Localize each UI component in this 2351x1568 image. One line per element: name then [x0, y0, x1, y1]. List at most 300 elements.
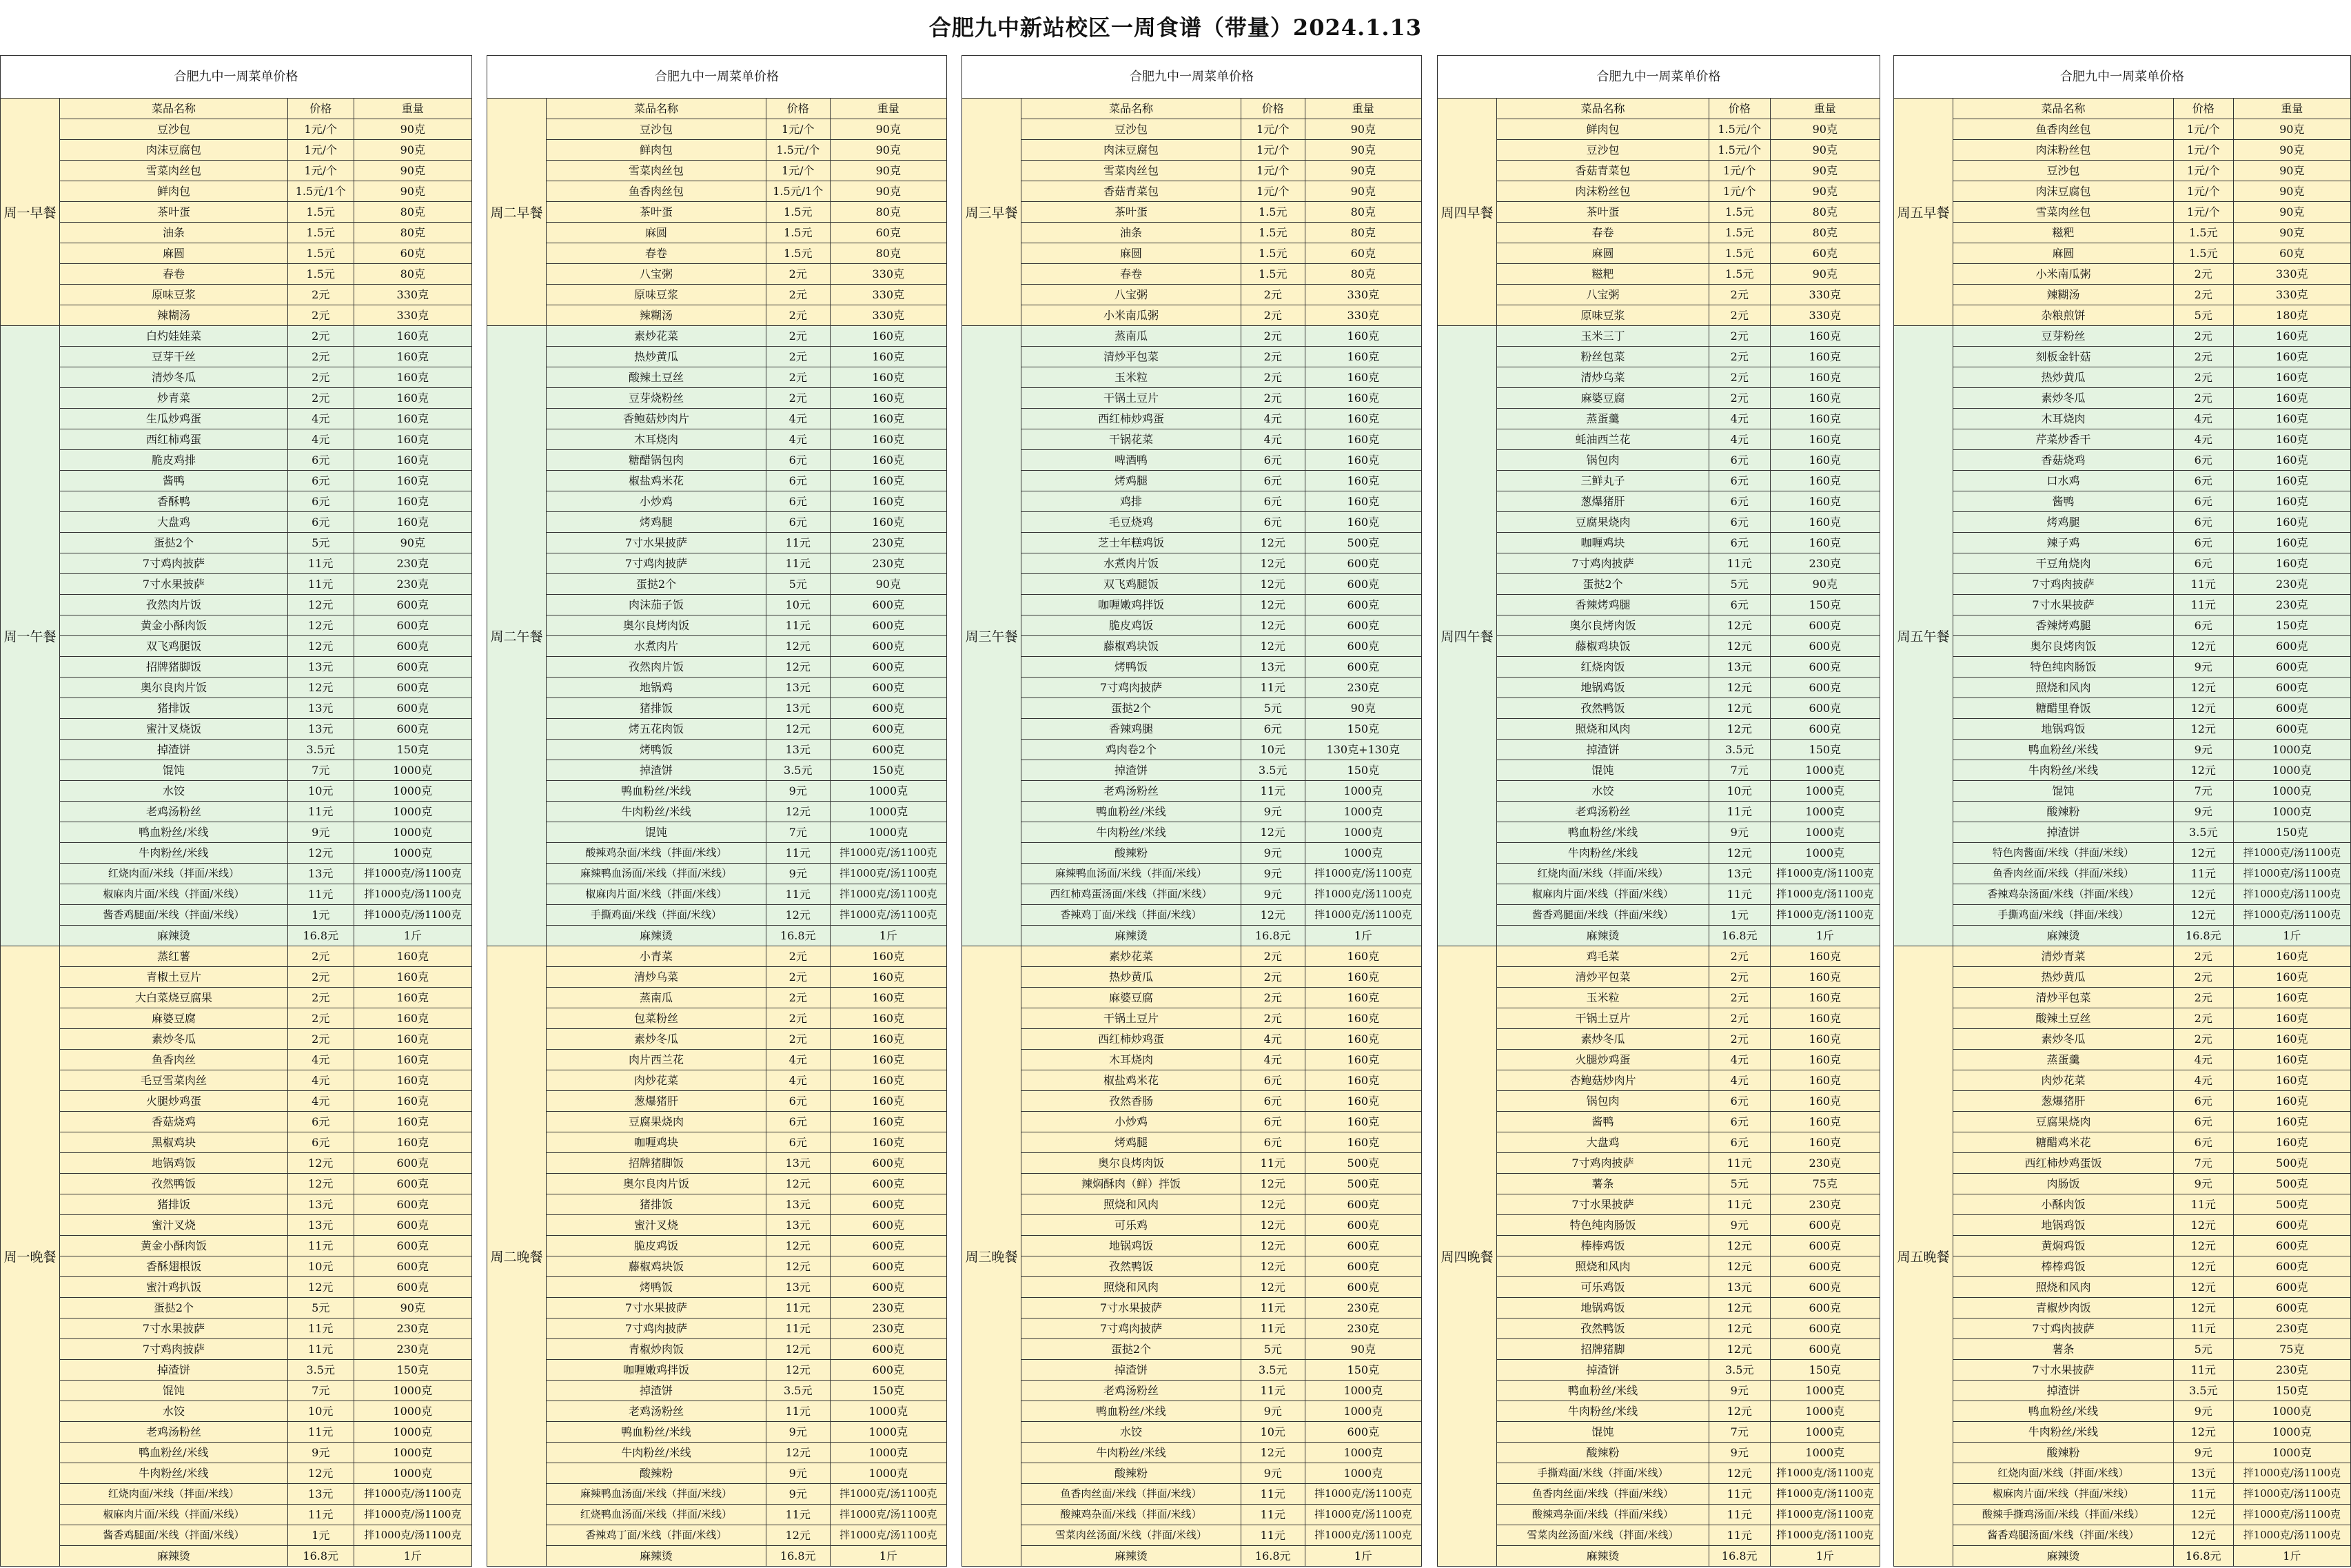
dish-name: 孜然香肠	[1021, 1091, 1241, 1111]
dish-price: 1元/个	[288, 161, 354, 181]
dish-price: 2元	[1709, 967, 1771, 987]
dish-name: 烤鸡腿	[547, 512, 766, 532]
dish-price: 4元	[288, 1091, 354, 1111]
dish-price: 1.5元	[766, 243, 831, 263]
dish-name: 猪排饭	[547, 698, 766, 718]
dish-price: 12元	[2174, 1256, 2234, 1276]
dish-price: 1元	[288, 905, 354, 925]
dish-name: 豆腐果烧肉	[1953, 1112, 2174, 1132]
menu-item-row	[1497, 553, 1880, 574]
dish-price: 11元	[1709, 1153, 1771, 1173]
dish-name: 掉渣饼	[60, 740, 288, 760]
dish-weight: 160克	[1809, 970, 1842, 984]
dish-name: 西红柿炒鸡蛋	[1021, 409, 1241, 429]
dish-name: 酸辣粉	[547, 1463, 766, 1483]
dish-price: 2元	[2174, 946, 2234, 966]
menu-item-row	[1021, 1091, 1421, 1112]
dish-price: 12元	[2174, 905, 2234, 925]
dish-name: 清炒平包菜	[1497, 967, 1709, 987]
dish-weight: 160克	[2276, 1032, 2308, 1046]
dish-price: 12元	[766, 719, 831, 739]
dish-price: 12元	[766, 1525, 831, 1545]
dish-price: 11元	[766, 843, 831, 863]
column-header-row	[1497, 99, 1880, 119]
menu-item-row	[1953, 305, 2350, 326]
dish-weight: 500克	[2276, 1177, 2308, 1190]
dish-name: 鸭血粉丝/米线	[1021, 1401, 1241, 1421]
dish-weight: 160克	[1347, 454, 1380, 467]
menu-item-row	[1497, 1318, 1880, 1339]
dish-name: 7寸水果披萨	[1021, 1298, 1241, 1318]
dish-name: 奥尔良烤肉饭	[1953, 636, 2174, 656]
dish-price: 12元	[1709, 698, 1771, 718]
meal-section-lunch	[1437, 325, 1880, 946]
menu-item-row	[1021, 636, 1421, 657]
dish-weight: 90克	[1812, 185, 1838, 198]
dish-name: 地锅鸡饭	[1953, 1215, 2174, 1235]
menu-item-row	[1021, 512, 1421, 533]
dish-name: 毛豆烧鸡	[1021, 512, 1241, 532]
dish-price: 9元	[2174, 740, 2234, 760]
dish-price: 6元	[2174, 1112, 2234, 1132]
dish-price: 1元/个	[1241, 140, 1305, 160]
dish-price: 12元	[766, 657, 831, 677]
dish-name: 地锅鸡饭	[1497, 678, 1709, 698]
dish-price: 4元	[766, 1050, 831, 1070]
dish-weight: 600克	[396, 1177, 429, 1190]
dish-name: 特色纯肉肠饭	[1497, 1215, 1709, 1235]
dish-price: 3.5元	[288, 740, 354, 760]
dish-price: 9元	[766, 1463, 831, 1483]
dish-weight: 160克	[872, 1074, 905, 1087]
dish-weight: 230克	[2276, 578, 2308, 591]
menu-item-row	[1497, 678, 1880, 698]
dish-price: 3.5元	[766, 760, 831, 780]
dish-price: 1元/个	[2174, 140, 2234, 160]
dish-weight: 160克	[872, 350, 905, 363]
dish-price: 11元	[1709, 553, 1771, 573]
dish-price: 11元	[1241, 1298, 1305, 1318]
dish-price: 6元	[1709, 1091, 1771, 1111]
dish-price: 16.8元	[766, 1546, 831, 1567]
dish-weight: 拌1000克/汤1100克	[839, 867, 937, 879]
dish-price: 11元	[288, 1422, 354, 1442]
dish-price: 6元	[1241, 491, 1305, 511]
menu-item-row	[1021, 657, 1421, 678]
dish-weight: 1000克	[1343, 1467, 1383, 1480]
dish-name: 椒盐鸡米花	[547, 471, 766, 491]
menu-item-row	[60, 1381, 471, 1401]
menu-item-row	[547, 1112, 946, 1132]
dish-name: 鸡排	[1021, 491, 1241, 511]
dish-name: 红烧肉面/米线（拌面/米线）	[60, 1484, 288, 1504]
dish-weight: 230克	[1809, 1157, 1842, 1170]
menu-item-row	[1953, 367, 2350, 388]
menu-item-row	[1497, 946, 1880, 967]
dish-weight: 80克	[875, 247, 901, 260]
dish-name: 香辣鸡腿	[1021, 719, 1241, 739]
dish-price: 1.5元	[2174, 243, 2234, 263]
dish-price: 2元	[1241, 326, 1305, 346]
dish-name: 香辣鸡丁面/米线（拌面/米线）	[1021, 905, 1241, 925]
dish-weight: 230克	[1809, 557, 1842, 570]
dish-weight: 160克	[2276, 329, 2308, 343]
dish-weight: 拌1000克/汤1100克	[364, 1529, 462, 1541]
menu-item-row	[1497, 802, 1880, 822]
dish-price: 16.8元	[1709, 926, 1771, 946]
dish-weight: 160克	[872, 991, 905, 1004]
menu-item-row	[1953, 905, 2350, 926]
dish-price: 4元	[2174, 1050, 2234, 1070]
dish-name: 酸辣手撕鸡汤面/米线（拌面/米线）	[1953, 1505, 2174, 1525]
day-block-tue	[487, 55, 947, 1568]
dish-name: 热炒黄瓜	[1021, 967, 1241, 987]
dish-weight: 90克	[1350, 164, 1376, 177]
dish-price: 9元	[1241, 1401, 1305, 1421]
dish-weight: 150克	[1809, 743, 1842, 756]
menu-item-row	[1021, 802, 1421, 822]
dish-name: 7寸鸡肉披萨	[1021, 1318, 1241, 1338]
dish-name: 酸辣粉	[1953, 802, 2174, 822]
dish-price: 12元	[766, 1236, 831, 1256]
menu-item-row	[1953, 429, 2350, 450]
dish-weight: 80克	[875, 205, 901, 218]
dish-weight: 160克	[1347, 1136, 1380, 1149]
dish-weight: 160克	[1347, 1053, 1380, 1066]
dish-price: 11元	[2174, 864, 2234, 884]
dish-name: 薯条	[1497, 1174, 1709, 1194]
dish-name: 啤酒鸭	[1021, 450, 1241, 470]
menu-item-row	[60, 1132, 471, 1153]
dish-weight: 160克	[1809, 412, 1842, 425]
dish-weight: 600克	[396, 1281, 429, 1294]
dish-name: 茶叶蛋	[1497, 202, 1709, 222]
menu-item-row	[1497, 1422, 1880, 1443]
dish-price: 12元	[1241, 905, 1305, 925]
dish-name: 掉渣饼	[547, 760, 766, 780]
dish-price: 6元	[1709, 1132, 1771, 1152]
menu-item-row	[547, 1360, 946, 1381]
dish-price: 12元	[2174, 1236, 2234, 1256]
meal-section-breakfast	[0, 98, 472, 326]
header-weight: 重量	[2281, 102, 2303, 115]
dish-price: 12元	[2174, 1422, 2234, 1442]
menu-item-row	[60, 698, 471, 719]
menu-item-row	[1021, 719, 1421, 740]
dish-name: 7寸鸡肉披萨	[1021, 678, 1241, 698]
dish-price: 6元	[288, 1112, 354, 1132]
header-price: 价格	[1709, 99, 1771, 119]
dish-weight: 1000克	[1343, 1446, 1383, 1459]
dish-name: 葱爆猪肝	[547, 1091, 766, 1111]
dish-weight: 150克	[1809, 1363, 1842, 1376]
menu-item-row	[1021, 1298, 1421, 1318]
menu-item-row	[60, 1339, 471, 1360]
dish-name: 鱼香肉丝面/米线（拌面/米线）	[1953, 864, 2174, 884]
menu-item-row	[1021, 181, 1421, 202]
dish-name: 素炒冬瓜	[547, 1029, 766, 1049]
dish-price: 11元	[1241, 781, 1305, 801]
menu-item-row	[1021, 471, 1421, 491]
dish-name: 麻辣鸭血汤面/米线（拌面/米线）	[547, 1484, 766, 1504]
menu-item-row	[60, 1422, 471, 1443]
dish-price: 11元	[766, 553, 831, 573]
dish-price: 1元/个	[1241, 181, 1305, 201]
dish-name: 肉沫粉丝包	[1953, 140, 2174, 160]
dish-weight: 230克	[396, 557, 429, 570]
menu-item-row	[60, 264, 471, 285]
menu-item-row	[60, 1194, 471, 1215]
menu-item-row	[60, 367, 471, 388]
dish-price: 6元	[2174, 450, 2234, 470]
dish-weight: 拌1000克/汤1100克	[1776, 1487, 1874, 1500]
dish-name: 招牌猪脚饭	[547, 1153, 766, 1173]
menu-item-row	[1497, 864, 1880, 884]
dish-price: 2元	[2174, 388, 2234, 408]
dish-price: 1元	[288, 1525, 354, 1545]
menu-item-row	[1953, 1277, 2350, 1298]
dish-name: 椒麻肉片面/米线（拌面/米线）	[547, 884, 766, 904]
dish-weight: 160克	[872, 1032, 905, 1046]
dish-price: 9元	[1241, 1463, 1305, 1483]
menu-item-row	[1953, 1153, 2350, 1174]
menu-item-row	[1953, 1174, 2350, 1194]
dish-price: 6元	[1241, 719, 1305, 739]
dish-price: 11元	[2174, 574, 2234, 594]
dish-price: 6元	[2174, 1091, 2234, 1111]
meal-label: 周五午餐	[1894, 326, 1953, 946]
dish-weight: 600克	[872, 1239, 905, 1252]
dish-price: 5元	[766, 574, 831, 594]
menu-item-row	[1021, 967, 1421, 988]
menu-item-row	[1021, 285, 1421, 305]
dish-name: 咖喱鸡块	[1497, 533, 1709, 553]
dish-name: 蒸蛋羹	[1497, 409, 1709, 429]
dish-name: 水饺	[1497, 781, 1709, 801]
dish-name: 火腿炒鸡蛋	[1497, 1050, 1709, 1070]
dish-name: 芹菜炒香干	[1953, 429, 2174, 449]
dish-name: 香辣烤鸡腿	[1953, 615, 2174, 635]
dish-weight: 拌1000克/汤1100克	[839, 1529, 937, 1541]
dish-price: 5元	[288, 1298, 354, 1318]
dish-price: 2元	[1241, 305, 1305, 326]
dish-weight: 500克	[1347, 1177, 1380, 1190]
dish-weight: 1000克	[1805, 784, 1845, 797]
dish-weight: 600克	[396, 619, 429, 632]
menu-item-row	[60, 760, 471, 781]
dish-weight: 拌1000克/汤1100克	[2243, 908, 2341, 921]
dish-price: 12元	[1241, 822, 1305, 842]
dish-weight: 230克	[1809, 1198, 1842, 1211]
dish-weight: 80克	[1812, 205, 1838, 218]
dish-weight: 600克	[872, 1198, 905, 1211]
dish-price: 2元	[1709, 367, 1771, 387]
menu-item-row	[1953, 615, 2350, 636]
menu-item-row	[60, 988, 471, 1008]
dish-price: 9元	[2174, 1443, 2234, 1463]
dish-weight: 600克	[1347, 1281, 1380, 1294]
menu-item-row	[1021, 1236, 1421, 1256]
dish-weight: 1斤	[403, 1549, 422, 1562]
dish-price: 2元	[288, 946, 354, 966]
dish-weight: 600克	[1347, 557, 1380, 570]
menu-item-row	[1497, 1029, 1880, 1050]
menu-item-row	[1953, 1318, 2350, 1339]
dish-name: 香菇烧鸡	[1953, 450, 2174, 470]
dish-price: 5元	[288, 533, 354, 553]
page-title: 合肥九中新站校区一周食谱（带量）2024.1.13	[928, 14, 1423, 41]
dish-weight: 90克	[1350, 702, 1376, 715]
dish-price: 7元	[288, 760, 354, 780]
menu-item-row	[1953, 595, 2350, 615]
dish-name: 可乐鸡	[1021, 1215, 1241, 1235]
dish-name: 鱼香肉丝包	[1953, 119, 2174, 139]
dish-name: 7寸鸡肉披萨	[60, 1339, 288, 1359]
dish-weight: 160克	[872, 1012, 905, 1025]
dish-name: 豆沙包	[1021, 119, 1241, 139]
dish-weight: 90克	[1350, 143, 1376, 156]
menu-item-row	[1497, 1484, 1880, 1505]
dish-weight: 600克	[1347, 640, 1380, 653]
dish-price: 11元	[2174, 1318, 2234, 1338]
menu-item-row	[547, 1525, 946, 1546]
dish-weight: 600克	[396, 640, 429, 653]
menu-item-row	[60, 657, 471, 678]
dish-weight: 600克	[1347, 619, 1380, 632]
dish-name: 红烧肉面/米线（拌面/米线）	[1497, 864, 1709, 884]
menu-item-row	[1497, 1050, 1880, 1070]
menu-item-row	[1497, 1153, 1880, 1174]
dish-price: 4元	[2174, 429, 2234, 449]
dish-name: 酸辣土豆丝	[547, 367, 766, 387]
menu-item-row	[1497, 181, 1880, 202]
dish-price: 4元	[766, 1070, 831, 1090]
menu-item-row	[1497, 326, 1880, 347]
menu-item-row	[1953, 202, 2350, 223]
menu-item-row	[1497, 1525, 1880, 1546]
dish-name: 掉渣饼	[1497, 740, 1709, 760]
dish-price: 5元	[1241, 1339, 1305, 1359]
dish-weight: 160克	[872, 391, 905, 405]
dish-name: 照烧和风肉	[1953, 1277, 2174, 1297]
dish-name: 牛肉粉丝/米线	[1953, 760, 2174, 780]
dish-price: 9元	[1241, 864, 1305, 884]
dish-weight: 160克	[396, 1012, 429, 1025]
dish-name: 麻圆	[60, 243, 288, 263]
dish-name: 蒸红薯	[60, 946, 288, 966]
menu-item-row	[1497, 450, 1880, 471]
menu-item-row	[1953, 740, 2350, 760]
dish-name: 麻婆豆腐	[60, 1008, 288, 1028]
dish-name: 小酥肉饭	[1953, 1194, 2174, 1214]
dish-price: 12元	[2174, 678, 2234, 698]
dish-name: 孜然肉片饭	[547, 657, 766, 677]
dish-name: 雪菜肉丝汤面/米线（拌面/米线）	[1021, 1525, 1241, 1545]
dish-name: 孜然鸭饭	[1497, 698, 1709, 718]
dish-price: 6元	[288, 1132, 354, 1152]
dish-weight: 600克	[872, 598, 905, 611]
meal-section-dinner	[487, 946, 947, 1567]
dish-name: 水饺	[1021, 1422, 1241, 1442]
dish-name: 茶叶蛋	[547, 202, 766, 222]
dish-name: 毛豆雪菜肉丝	[60, 1070, 288, 1090]
dish-weight: 90克	[2279, 143, 2305, 156]
dish-price: 1.5元	[1241, 264, 1305, 284]
dish-name: 辣糊汤	[547, 305, 766, 326]
dish-price: 3.5元	[1709, 1360, 1771, 1380]
dish-price: 7元	[1709, 1422, 1771, 1442]
dish-name: 糖醋锅包肉	[547, 450, 766, 470]
dish-name: 香辣鸡丁面/米线（拌面/米线）	[547, 1525, 766, 1545]
dish-name: 粉丝包菜	[1497, 347, 1709, 367]
dish-name: 脆皮鸡饭	[547, 1236, 766, 1256]
dish-name: 馄饨	[1953, 781, 2174, 801]
dish-name: 烤五花肉饭	[547, 719, 766, 739]
dish-name: 鱼香肉丝	[60, 1050, 288, 1070]
menu-item-row	[1497, 1360, 1880, 1381]
column-header-row	[60, 99, 471, 119]
dish-weight: 160克	[1347, 371, 1380, 384]
dish-price: 6元	[2174, 491, 2234, 511]
dish-name: 麻辣烫	[60, 926, 288, 946]
menu-item-row	[1021, 429, 1421, 450]
dish-price: 1元/个	[2174, 181, 2234, 201]
dish-name: 葱爆猪肝	[1497, 491, 1709, 511]
menu-item-row	[1953, 553, 2350, 574]
menu-item-row	[1497, 1277, 1880, 1298]
dish-price: 12元	[1241, 1194, 1305, 1214]
dish-weight: 160克	[2276, 516, 2308, 529]
dish-price: 6元	[2174, 471, 2234, 491]
meal-label: 周三晚餐	[962, 946, 1021, 1566]
dish-price: 11元	[288, 1339, 354, 1359]
menu-item-row	[60, 491, 471, 512]
meal-section-dinner	[961, 946, 1422, 1567]
menu-item-row	[1497, 615, 1880, 636]
dish-price: 3.5元	[2174, 822, 2234, 842]
dish-name: 掉渣饼	[1021, 1360, 1241, 1380]
dish-price: 12元	[1709, 678, 1771, 698]
dish-price: 13元	[288, 698, 354, 718]
dish-name: 辣糊汤	[60, 305, 288, 326]
dish-price: 12元	[766, 1443, 831, 1463]
weekly-menu-grid	[0, 55, 2351, 1568]
dish-price: 6元	[2174, 533, 2234, 553]
menu-item-row	[1497, 636, 1880, 657]
dish-name: 茶叶蛋	[60, 202, 288, 222]
menu-item-row	[1497, 1236, 1880, 1256]
dish-price: 4元	[1241, 1029, 1305, 1049]
menu-item-row	[1497, 1215, 1880, 1236]
dish-name: 雪菜肉丝包	[60, 161, 288, 181]
dish-price: 6元	[2174, 512, 2234, 532]
dish-weight: 600克	[396, 722, 429, 735]
menu-item-row	[547, 161, 946, 181]
dish-price: 2元	[2174, 285, 2234, 305]
dish-weight: 1斤	[1354, 1549, 1372, 1562]
dish-price: 11元	[288, 553, 354, 573]
menu-item-row	[1021, 1546, 1421, 1567]
dish-name: 豆沙包	[60, 119, 288, 139]
dish-weight: 60克	[1350, 247, 1376, 260]
menu-item-row	[1953, 347, 2350, 367]
dish-weight: 1000克	[868, 1446, 908, 1459]
menu-item-row	[1953, 864, 2350, 884]
dish-name: 大盘鸡	[1497, 1132, 1709, 1152]
menu-item-row	[1021, 678, 1421, 698]
dish-weight: 拌1000克/汤1100克	[1776, 888, 1874, 900]
menu-item-row	[1021, 347, 1421, 367]
